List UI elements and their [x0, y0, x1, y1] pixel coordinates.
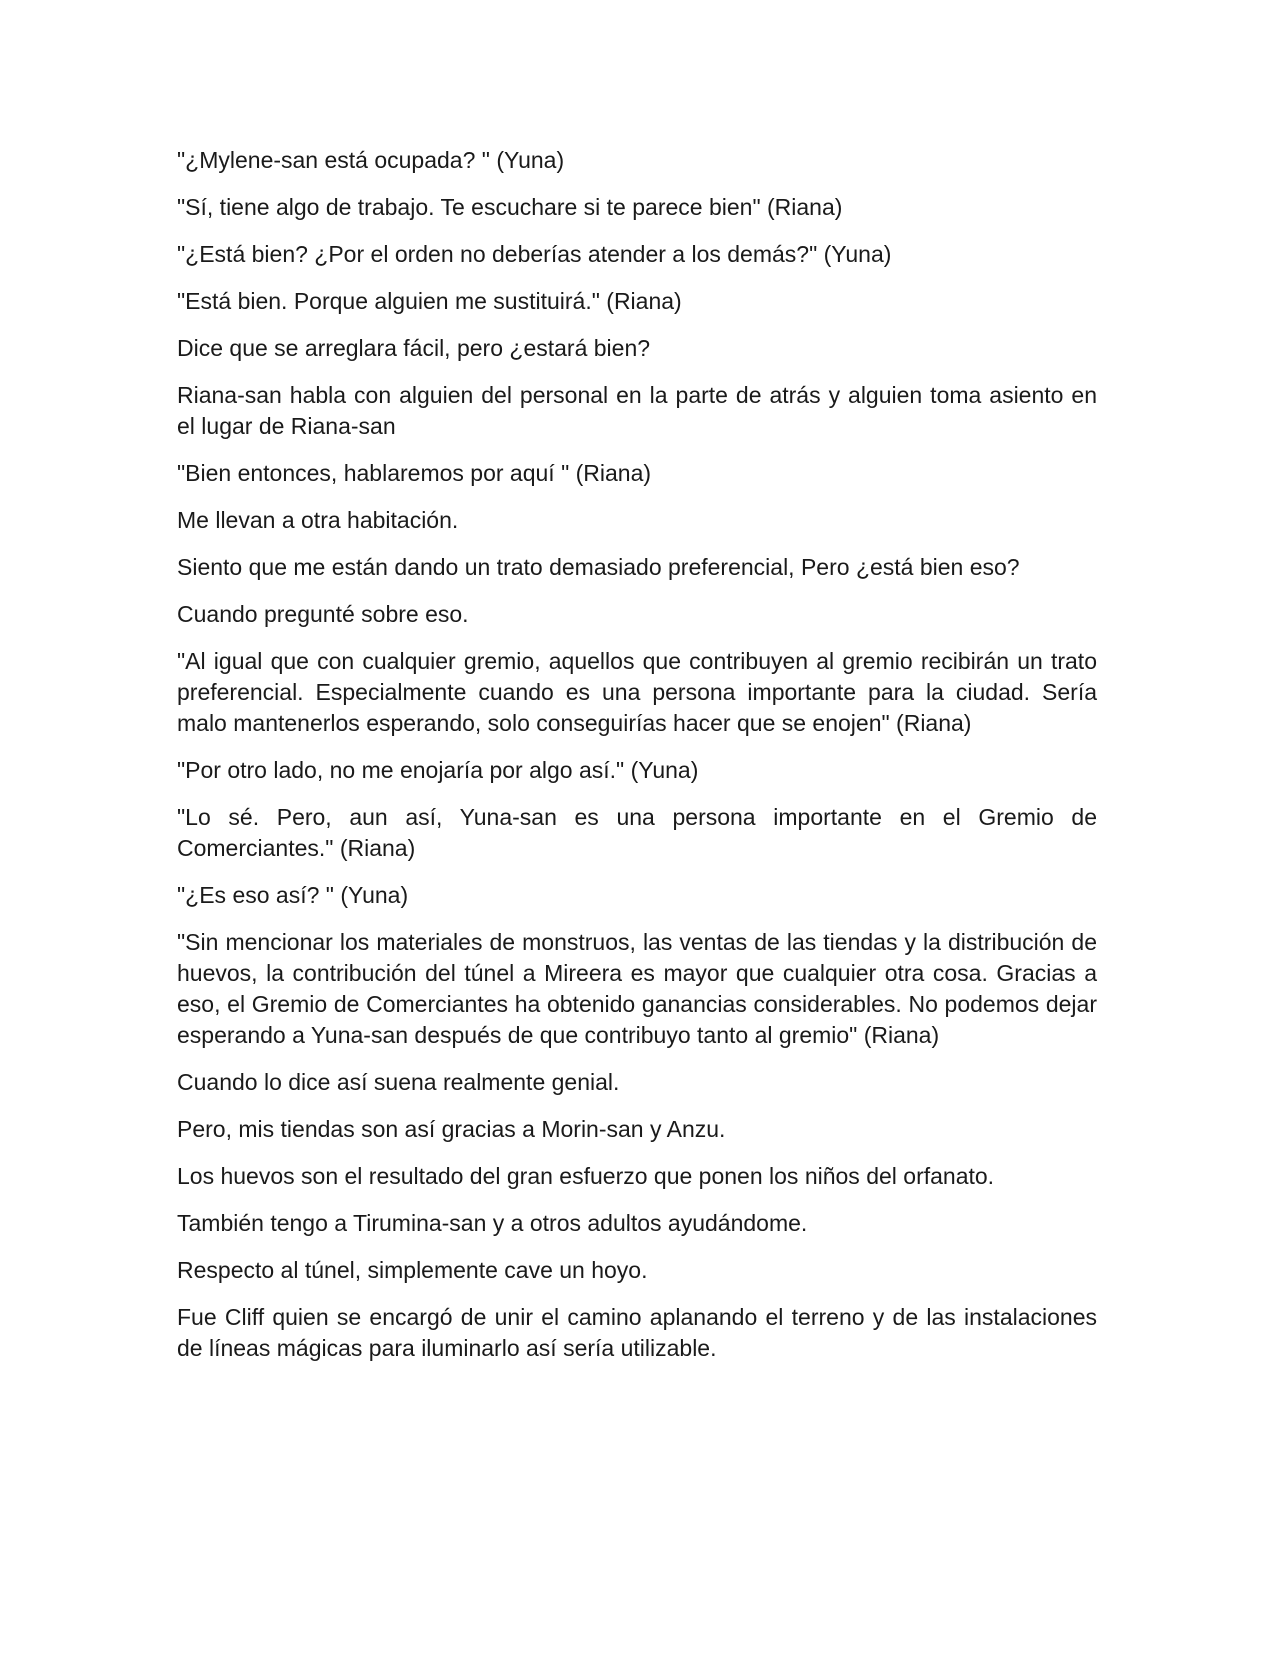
paragraph: Siento que me están dando un trato demasiado preferencial, Pero ¿está bien eso? — [177, 554, 1020, 580]
paragraph: "Está bien. Porque alguien me sustituirá." (Riana) — [177, 288, 682, 314]
paragraph: "Bien entonces, hablaremos por aquí " (Riana) — [177, 460, 652, 486]
paragraph: "Por otro lado, no me enojaría por algo así." (Yuna) — [177, 757, 699, 783]
paragraph: Fue Cliff quien se encargó de unir el camino aplanando el terreno y de las instalaciones de líneas mágicas para iluminarlo así sería utilizable. — [177, 1304, 1097, 1361]
paragraph: "¿Mylene-san está ocupada? " (Yuna) — [177, 147, 565, 173]
paragraph: Cuando pregunté sobre eso. — [177, 601, 469, 627]
paragraph: Pero, mis tiendas son así gracias a Morin-san y Anzu. — [177, 1116, 726, 1142]
paragraph: También tengo a Tirumina-san y a otros adultos ayudándome. — [177, 1210, 808, 1236]
paragraph: Riana-san habla con alguien del personal en la parte de atrás y alguien toma asiento en el lugar de Riana-san — [177, 382, 1097, 439]
paragraph: "Sin mencionar los materiales de monstruos, las ventas de las tiendas y la distribución de huevos, la contribución del túnel a Mireera es mayor que cualquier otra cosa. Gracias a eso, el Gremio de Comerciantes ha obtenido ganancias considerables. No podemos dejar esperando a Yuna-san después de que contribuyo tanto al gremio" (Riana) — [177, 929, 1097, 1048]
paragraph: Cuando lo dice así suena realmente genial. — [177, 1069, 620, 1095]
paragraph: Los huevos son el resultado del gran esfuerzo que ponen los niños del orfanato. — [177, 1163, 995, 1189]
document-body — [177, 145, 1097, 1380]
paragraph: Dice que se arreglara fácil, pero ¿estará bien? — [177, 335, 651, 361]
paragraph: Me llevan a otra habitación. — [177, 507, 459, 533]
paragraph: "¿Está bien? ¿Por el orden no deberías atender a los demás?" (Yuna) — [177, 241, 892, 267]
paragraph: "Al igual que con cualquier gremio, aquellos que contribuyen al gremio recibirán un trato preferencial. Especialmente cuando es una persona importante para la ciudad. Sería malo mantenerlos esperando, solo conseguirías hacer que se enojen" (Riana) — [177, 648, 1097, 736]
paragraph: Respecto al túnel, simplemente cave un hoyo. — [177, 1257, 648, 1283]
paragraph: "Lo sé. Pero, aun así, Yuna-san es una persona importante en el Gremio de Comerciantes." (Riana) — [177, 804, 1097, 861]
paragraph: "¿Es eso así? " (Yuna) — [177, 882, 409, 908]
paragraph: "Sí, tiene algo de trabajo. Te escuchare si te parece bien" (Riana) — [177, 194, 843, 220]
